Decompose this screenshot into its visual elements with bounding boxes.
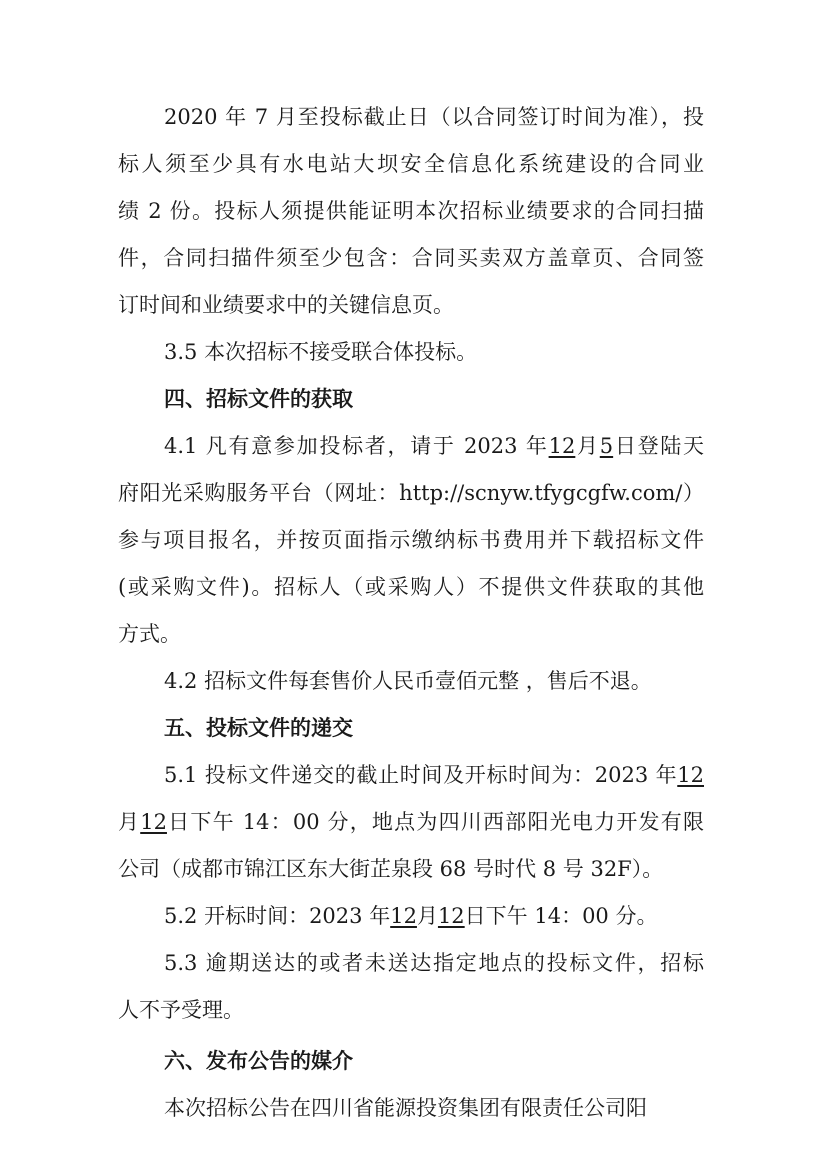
text-run: 月 bbox=[118, 810, 141, 834]
text-run: 日登陆天 bbox=[613, 434, 705, 458]
paragraph-3-5: 3.5 本次招标不接受联合体投标。 bbox=[164, 340, 478, 364]
section-heading-6: 六、发布公告的媒介 bbox=[164, 1049, 353, 1073]
paragraph-line: 件，合同扫描件须至少包含：合同买卖双方盖章页、合同签 bbox=[118, 246, 704, 270]
text-run: 日下午 14：00 分。 bbox=[464, 904, 658, 928]
underlined-day: 12 bbox=[437, 904, 465, 928]
text-run: 月 bbox=[416, 904, 438, 928]
text-run: 月 bbox=[575, 434, 600, 458]
text-run: 日下午 14：00 分，地点为四川西部阳光电力开发有限 bbox=[166, 810, 704, 834]
paragraph-line: (或采购文件)。招标人（或采购人）不提供文件获取的其他 bbox=[118, 575, 704, 599]
text-run: 4.1 凡有意参加投标者，请于 2023 年 bbox=[164, 434, 549, 458]
paragraph-5-2 bbox=[118, 893, 704, 940]
paragraph-line: 订时间和业绩要求中的关键信息页。 bbox=[118, 293, 454, 317]
paragraph-line: 公司（成都市锦江区东大街芷泉段 68 号时代 8 号 32F）。 bbox=[118, 857, 664, 881]
underlined-day: 5 bbox=[599, 434, 614, 458]
paragraph-line: 5.3 逾期送达的或者未送达指定地点的投标文件，招标 bbox=[164, 951, 704, 975]
underlined-month: 12 bbox=[548, 434, 576, 458]
underlined-month: 12 bbox=[390, 904, 417, 928]
text-run: 5.1 投标文件递交的截止时间及开标时间为：2023 年 bbox=[164, 763, 678, 787]
paragraph-line: 本次招标公告在四川省能源投资集团有限责任公司阳 bbox=[164, 1096, 647, 1120]
document-body bbox=[118, 94, 704, 1132]
paragraph-line: 2020 年 7 月至投标截止日（以合同签订时间为准），投 bbox=[164, 105, 704, 129]
paragraph-line: 标人须至少具有水电站大坝安全信息化系统建设的合同业 bbox=[118, 152, 704, 176]
text-run: 5.2 开标时间：2023 年 bbox=[164, 904, 391, 928]
paragraph-line bbox=[118, 799, 704, 846]
paragraph-line bbox=[118, 423, 704, 470]
section-heading-4: 四、招标文件的获取 bbox=[164, 387, 353, 411]
underlined-month: 12 bbox=[677, 763, 704, 787]
underlined-day: 12 bbox=[140, 810, 167, 834]
paragraph-line bbox=[118, 752, 704, 799]
paragraph-4-2: 4.2 招标文件每套售价人民币壹佰元整 ，售后不退。 bbox=[164, 669, 652, 693]
paragraph-line: 绩 2 份。投标人须提供能证明本次招标业绩要求的合同扫描 bbox=[118, 199, 704, 223]
paragraph-line: 人不予受理。 bbox=[118, 998, 244, 1022]
section-heading-5: 五、投标文件的递交 bbox=[164, 716, 353, 740]
paragraph-line: 方式。 bbox=[118, 622, 181, 646]
paragraph-line: 参与项目报名，并按页面指示缴纳标书费用并下载招标文件 bbox=[118, 528, 704, 552]
paragraph-line: 府阳光采购服务平台（网址：http://scnyw.tfygcgfw.com/） bbox=[118, 481, 704, 505]
